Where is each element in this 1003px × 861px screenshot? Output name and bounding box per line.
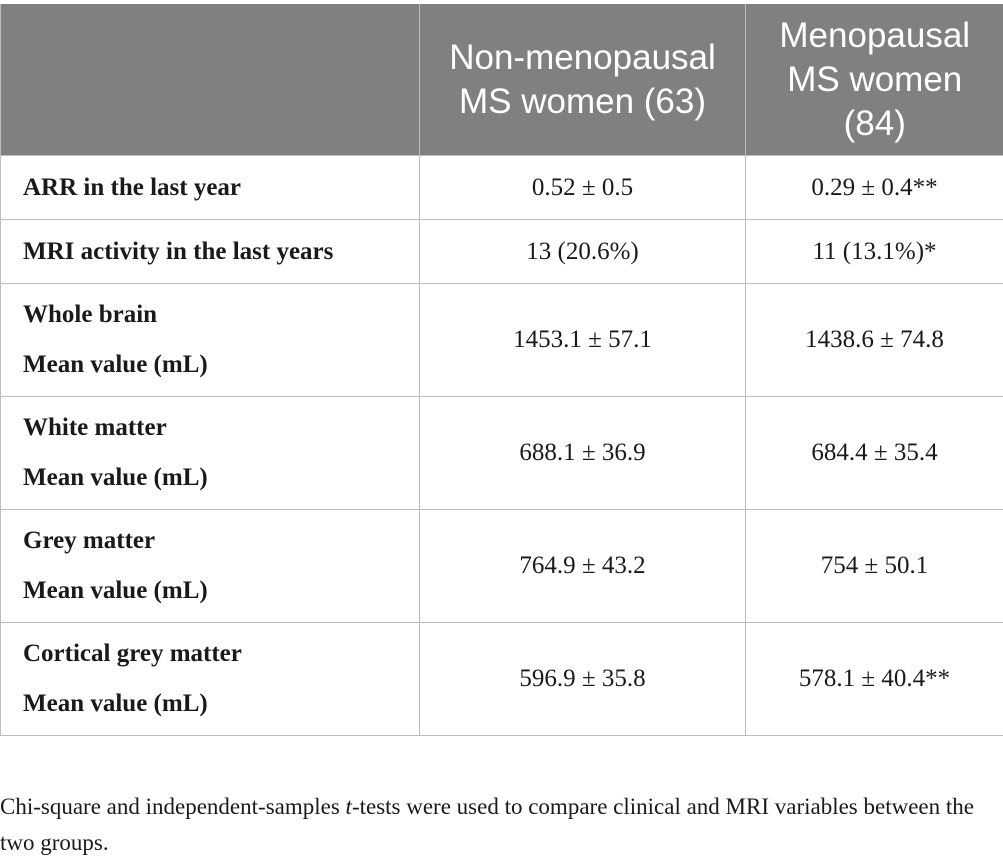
row-label: [1, 623, 420, 736]
table-row: [1, 284, 1003, 397]
footnote-italic-t: t: [346, 794, 352, 819]
row-label-subtext: Mean value (mL): [23, 340, 419, 390]
row-label-subtext: Mean value (mL): [23, 566, 419, 616]
value-non-menopausal: 764.9 ± 43.2: [420, 510, 746, 623]
data-table-container: [0, 4, 1003, 736]
value-menopausal: 684.4 ± 35.4: [746, 397, 1003, 510]
header-non-menopausal: Non-menopausal MS women (63): [420, 4, 746, 156]
header-empty-cell: [1, 4, 420, 156]
table-row: [1, 156, 1003, 220]
table-row: [1, 220, 1003, 284]
value-non-menopausal: 688.1 ± 36.9: [420, 397, 746, 510]
table-row: [1, 510, 1003, 623]
table-row: [1, 397, 1003, 510]
value-non-menopausal: 596.9 ± 35.8: [420, 623, 746, 736]
footnote-text-start: Chi-square and independent-samples: [0, 794, 346, 819]
header-menopausal: Menopausal MS women (84): [746, 4, 1003, 156]
row-label: [1, 510, 420, 623]
row-label-text: Cortical grey matter: [23, 629, 419, 679]
table-footnote: [0, 789, 990, 861]
footnote-text-end: -tests were used to compare clinical and MRI variables between the two groups.: [0, 794, 974, 855]
row-label: [1, 397, 420, 510]
value-non-menopausal: 1453.1 ± 57.1: [420, 284, 746, 397]
value-menopausal: 11 (13.1%)*: [746, 220, 1003, 284]
table-header-row: [1, 4, 1003, 156]
row-label-subtext: Mean value (mL): [23, 679, 419, 729]
table-row: [1, 623, 1003, 736]
value-menopausal: 1438.6 ± 74.8: [746, 284, 1003, 397]
row-label: [1, 284, 420, 397]
value-non-menopausal: 0.52 ± 0.5: [420, 156, 746, 220]
value-menopausal: 0.29 ± 0.4**: [746, 156, 1003, 220]
row-label: [1, 156, 420, 220]
row-label-text: Whole brain: [23, 290, 419, 340]
row-label-subtext: Mean value (mL): [23, 453, 419, 503]
row-label-text: MRI activity in the last years: [23, 227, 419, 277]
value-menopausal: 754 ± 50.1: [746, 510, 1003, 623]
row-label-text: Grey matter: [23, 516, 419, 566]
data-table: [0, 4, 1003, 736]
row-label: [1, 220, 420, 284]
row-label-text: ARR in the last year: [23, 163, 419, 213]
value-menopausal: 578.1 ± 40.4**: [746, 623, 1003, 736]
row-label-text: White matter: [23, 403, 419, 453]
value-non-menopausal: 13 (20.6%): [420, 220, 746, 284]
